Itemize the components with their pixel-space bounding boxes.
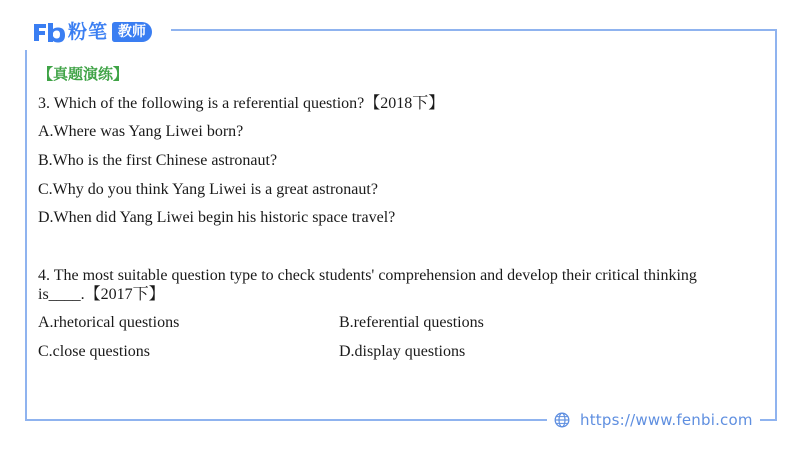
frame-bottom-line-end: [760, 419, 777, 421]
question-3-option-c: C.Why do you think Yang Liwei is a great astronaut?: [38, 181, 378, 198]
question-4-option-b: B.referential questions: [339, 314, 484, 331]
question-4-option-d: D.display questions: [339, 343, 466, 360]
question-4-stem-line-2: is____.【2017下】: [38, 286, 165, 303]
globe-icon: [554, 412, 570, 428]
question-3-option-a: A.Where was Yang Liwei born?: [38, 123, 244, 140]
question-3-option-d: D.When did Yang Liwei begin his historic space travel?: [38, 209, 396, 226]
question-4-option-c: C.close questions: [38, 343, 150, 360]
section-title: 【真题演练】: [38, 65, 129, 83]
question-4-stem: [38, 266, 738, 304]
frame-top-line: [171, 29, 777, 31]
question-3-stem: 3. Which of the following is a referential question?【2018下】: [38, 95, 445, 112]
brand-tag: 教师: [112, 22, 152, 42]
question-3-option-b: B.Who is the first Chinese astronaut?: [38, 152, 278, 169]
footer: [554, 410, 753, 430]
question-4-stem-line-1: 4. The most suitable question type to check students' comprehension and develop their critical thinking: [38, 267, 697, 284]
frame-right-line: [775, 29, 777, 420]
question-4-option-a: A.rhetorical questions: [38, 314, 180, 331]
frame-left-line: [25, 50, 27, 420]
fenbi-logo: [32, 20, 152, 44]
fenbi-logo-mark-icon: [32, 21, 66, 43]
frame-bottom-line: [25, 419, 547, 421]
brand-name: 粉笔: [68, 21, 109, 43]
footer-url-link[interactable]: https://www.fenbi.com: [580, 411, 753, 429]
